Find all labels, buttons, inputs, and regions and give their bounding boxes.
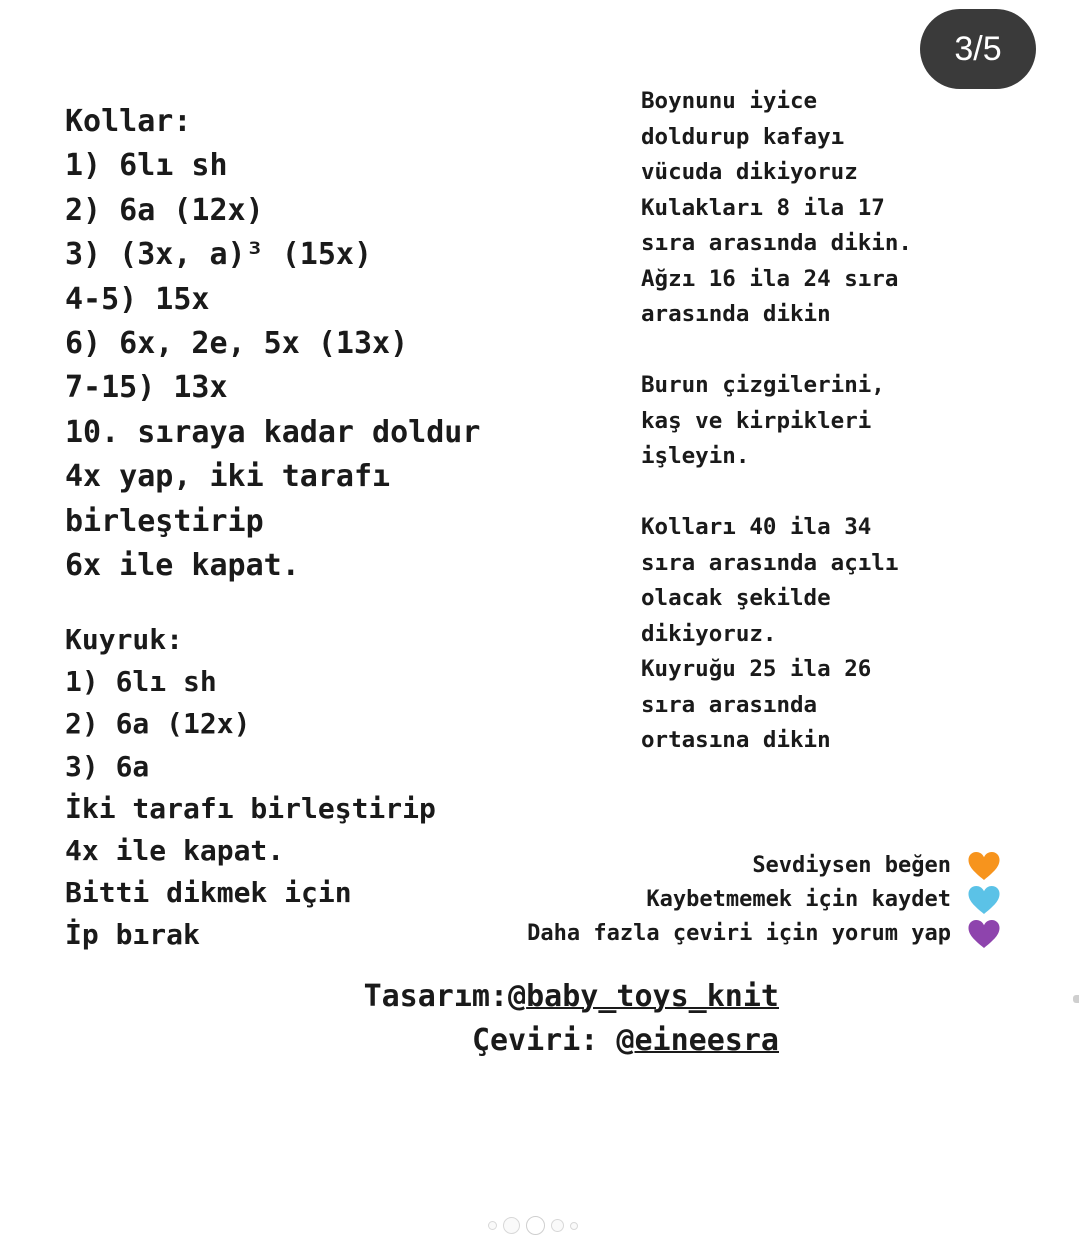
purple-heart-icon bbox=[967, 919, 1001, 949]
kuyruk-line: İp bırak bbox=[65, 918, 200, 952]
designer-handle-link[interactable]: baby_toys_knit bbox=[526, 979, 779, 1014]
assembly-line: kaş ve kirpikleri bbox=[641, 407, 872, 434]
assembly-line: olacak şekilde bbox=[641, 585, 831, 611]
next-slide-edge-hint bbox=[1073, 995, 1079, 1003]
paragraph-gap bbox=[641, 333, 912, 369]
carousel-dot[interactable] bbox=[551, 1219, 564, 1232]
assembly-line: doldurup kafayı bbox=[641, 123, 845, 150]
kuyruk-line: Bitti dikmek için bbox=[65, 876, 352, 910]
carousel-dot[interactable] bbox=[503, 1217, 520, 1234]
assembly-line: Ağzı 16 ila 24 sıra bbox=[641, 265, 899, 292]
assembly-line: arasında dikin bbox=[641, 301, 831, 327]
slide-counter-text: 3/5 bbox=[954, 29, 1002, 68]
carousel-dot-active[interactable] bbox=[526, 1216, 545, 1235]
kuyruk-line: 1) 6lı sh bbox=[65, 665, 217, 699]
kollar-line: 6x ile kapat. bbox=[65, 547, 300, 583]
assembly-line: Kuyruğu 25 ila 26 bbox=[641, 656, 872, 682]
assembly-instructions bbox=[641, 84, 912, 759]
assembly-line: Burun çizgilerini, bbox=[641, 372, 885, 398]
assembly-line: Kulakları 8 ila 17 bbox=[641, 194, 885, 221]
kollar-title: Kollar: bbox=[65, 104, 192, 139]
kollar-pattern bbox=[65, 100, 480, 588]
carousel-dots bbox=[488, 1216, 578, 1235]
save-prompt-text: Kaybetmemek için kaydet bbox=[646, 887, 951, 912]
kuyruk-line: 3) 6a bbox=[65, 749, 150, 783]
assembly-line: sıra arasında dikin. bbox=[641, 230, 912, 256]
design-credit bbox=[364, 975, 779, 1019]
carousel-dot[interactable] bbox=[570, 1222, 578, 1230]
translation-credit bbox=[364, 1019, 779, 1063]
kuyruk-line: İki tarafı birleştirip bbox=[65, 791, 436, 825]
kollar-line: 1) 6lı sh bbox=[65, 148, 228, 184]
like-prompt bbox=[527, 849, 1001, 883]
assembly-line: ortasına dikin bbox=[641, 727, 831, 753]
kollar-line: 10. sıraya kadar doldur bbox=[65, 414, 481, 450]
kollar-line: 3) (3x, a)³ (15x) bbox=[65, 237, 373, 273]
orange-heart-icon bbox=[967, 851, 1001, 881]
kollar-line: 6) 6x, 2e, 5x (13x) bbox=[65, 325, 409, 361]
kuyruk-line: 4x ile kapat. bbox=[65, 833, 285, 867]
credits bbox=[364, 975, 779, 1063]
kollar-line: 4x yap, iki tarafı bbox=[65, 459, 391, 495]
carousel-dot[interactable] bbox=[488, 1221, 497, 1230]
paragraph-gap bbox=[641, 475, 912, 511]
translator-handle-link[interactable]: eineesra bbox=[634, 1023, 779, 1058]
assembly-line: vücuda dikiyoruz bbox=[641, 159, 858, 185]
assembly-line: işleyin. bbox=[641, 443, 750, 469]
assembly-line: dikiyoruz. bbox=[641, 620, 777, 647]
kollar-line: birleştirip bbox=[65, 503, 264, 539]
kuyruk-line: 2) 6a (12x) bbox=[65, 707, 251, 741]
assembly-line: sıra arasında açılı bbox=[641, 549, 899, 576]
kuyruk-pattern bbox=[65, 619, 436, 957]
save-prompt bbox=[527, 883, 1001, 917]
assembly-line: sıra arasında bbox=[641, 691, 818, 718]
assembly-line: Boynunu iyice bbox=[641, 88, 818, 114]
kollar-line: 4-5) 15x bbox=[65, 281, 210, 317]
comment-prompt-text: Daha fazla çeviri için yorum yap bbox=[527, 921, 951, 946]
design-credit-label: Tasarım:@ bbox=[363, 979, 527, 1014]
kollar-line: 7-15) 13x bbox=[65, 370, 228, 406]
translation-credit-label: Çeviri: @ bbox=[471, 1023, 635, 1058]
kuyruk-title: Kuyruk: bbox=[65, 623, 184, 656]
assembly-line: Kolları 40 ila 34 bbox=[641, 514, 872, 540]
like-prompt-text: Sevdiysen beğen bbox=[752, 853, 951, 878]
blue-heart-icon bbox=[967, 885, 1001, 915]
engagement-prompts bbox=[527, 849, 1001, 951]
slide-counter-badge bbox=[920, 9, 1036, 89]
comment-prompt bbox=[527, 917, 1001, 951]
kollar-line: 2) 6a (12x) bbox=[65, 192, 264, 228]
